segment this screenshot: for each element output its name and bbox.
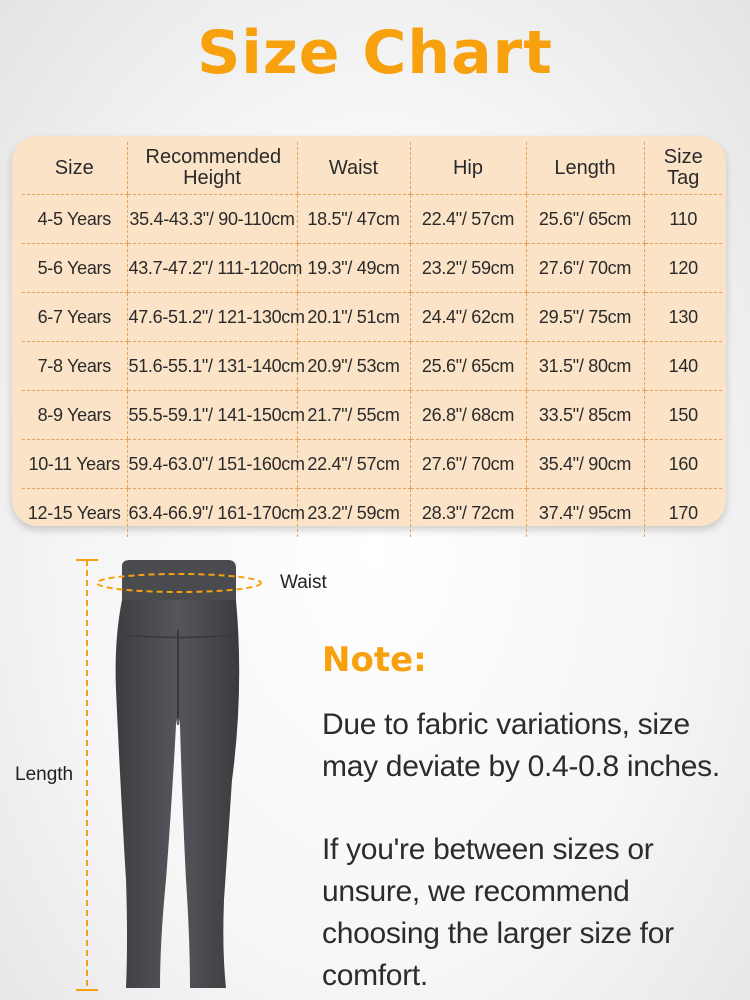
table-row (22, 195, 722, 244)
cell-size: 5-6 Years (22, 244, 127, 293)
cell-length: 27.6"/ 70cm (526, 244, 644, 293)
cell-hip: 22.4"/ 57cm (410, 195, 526, 244)
cell-waist: 19.3"/ 49cm (297, 244, 410, 293)
cell-size-tag: 140 (644, 342, 722, 391)
cell-size: 8-9 Years (22, 391, 127, 440)
size-chart-card (12, 136, 726, 526)
cell-height: 47.6-51.2"/ 121-130cm (127, 293, 297, 342)
cell-hip: 23.2"/ 59cm (410, 244, 526, 293)
cell-height: 35.4-43.3"/ 90-110cm (127, 195, 297, 244)
header-length: Length (526, 142, 644, 195)
cell-size: 12-15 Years (27, 502, 121, 523)
cell-size-tag: 120 (644, 244, 722, 293)
cell-hip: 26.8"/ 68cm (410, 391, 526, 440)
cell-waist: 21.7"/ 55cm (297, 391, 410, 440)
cell-hip: 28.3"/ 72cm (410, 489, 526, 538)
cell-length: 29.5"/ 75cm (526, 293, 644, 342)
cell-height: 55.5-59.1"/ 141-150cm (127, 391, 297, 440)
cell-height: 63.4-66.9"/ 161-170cm (127, 489, 297, 538)
header-recommended-height: Recommended Height (127, 142, 297, 195)
cell-size-tag: 170 (644, 489, 722, 538)
cell-waist: 23.2"/ 59cm (297, 489, 410, 538)
table-row (22, 391, 722, 440)
cell-height: 51.6-55.1"/ 131-140cm (127, 342, 297, 391)
note-paragraph-fabric: Due to fabric variations, size may deviate by 0.4-0.8 inches. (322, 708, 720, 783)
cell-hip: 25.6"/ 65cm (410, 342, 526, 391)
header-hip: Hip (410, 142, 526, 195)
table-row (22, 244, 722, 293)
waist-label: Waist (280, 572, 327, 593)
cell-length: 37.4"/ 95cm (526, 489, 644, 538)
cell-hip: 27.6"/ 70cm (410, 440, 526, 489)
length-label: Length (15, 764, 74, 785)
cell-length: 25.6"/ 65cm (526, 195, 644, 244)
cell-waist: 18.5"/ 47cm (297, 195, 410, 244)
cell-length: 33.5"/ 85cm (526, 391, 644, 440)
cell-length: 35.4"/ 90cm (526, 440, 644, 489)
waistband-shape (122, 560, 236, 602)
cell-size: 4-5 Years (22, 195, 127, 244)
header-size: Size (22, 142, 127, 195)
cell-waist: 20.9"/ 53cm (297, 342, 410, 391)
cell-length: 31.5"/ 80cm (526, 342, 644, 391)
cell-size-tag: 160 (644, 440, 722, 489)
cell-size-tag: 150 (644, 391, 722, 440)
table-row (22, 342, 722, 391)
cell-size: 7-8 Years (22, 342, 127, 391)
cell-waist: 20.1"/ 51cm (297, 293, 410, 342)
size-table (22, 142, 722, 537)
table-row (22, 489, 722, 538)
cell-hip: 24.4"/ 62cm (410, 293, 526, 342)
cell-height: 43.7-47.2"/ 111-120cm (127, 244, 297, 293)
table-header-row (22, 142, 722, 195)
cell-waist: 22.4"/ 57cm (297, 440, 410, 489)
page-title: Size Chart (197, 18, 553, 88)
table-row (22, 293, 722, 342)
cell-size: 6-7 Years (22, 293, 127, 342)
cell-size: 10-11 Years (22, 440, 127, 489)
cell-height: 59.4-63.0"/ 151-160cm (127, 440, 297, 489)
note-paragraph-sizing: If you're between sizes or unsure, we recommend choosing the larger size for comfort. (322, 833, 674, 992)
table-row (22, 440, 722, 489)
note-title: Note: (322, 640, 427, 680)
cell-size-tag: 110 (644, 195, 722, 244)
header-waist: Waist (297, 142, 410, 195)
header-size-tag: Size Tag (644, 142, 722, 195)
cell-size-tag: 130 (644, 293, 722, 342)
